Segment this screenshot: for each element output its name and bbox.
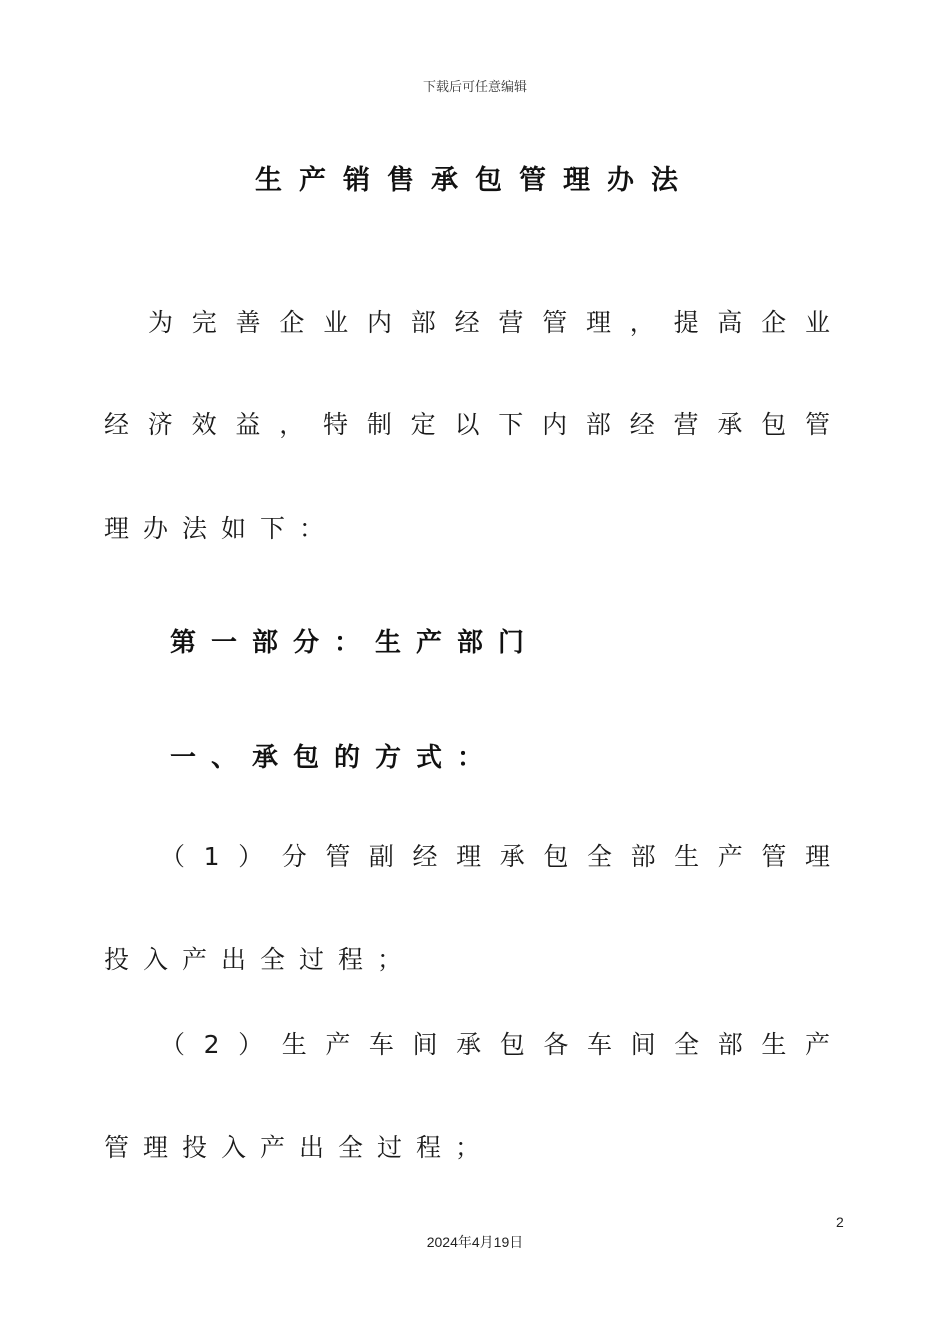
item-1-line-1: （1）分管副经理承包全部生产管理 (160, 842, 830, 871)
intro-line-1: 为完善企业内部经营管理，提高企业 (148, 308, 830, 337)
part-heading: 第一部分：生产部门 (170, 628, 540, 658)
item-2-line-2: 管理投入产出全过程； (104, 1133, 495, 1162)
intro-line-3: 理办法如下： (104, 514, 339, 543)
section-heading: 一、承包的方式： (170, 743, 499, 773)
page-number: 2 (836, 1214, 844, 1230)
intro-line-2: 经济效益，特制定以下内部经营承包管 (104, 410, 830, 439)
item-1-line-2: 投入产出全过程； (104, 945, 417, 974)
item-2-line-1: （2）生产车间承包各车间全部生产 (160, 1030, 830, 1059)
document-title: 生产销售承包管理办法 (255, 165, 695, 196)
header-note: 下载后可任意编辑 (422, 80, 527, 95)
footer-date: 2024年4月19日 (426, 1234, 524, 1250)
